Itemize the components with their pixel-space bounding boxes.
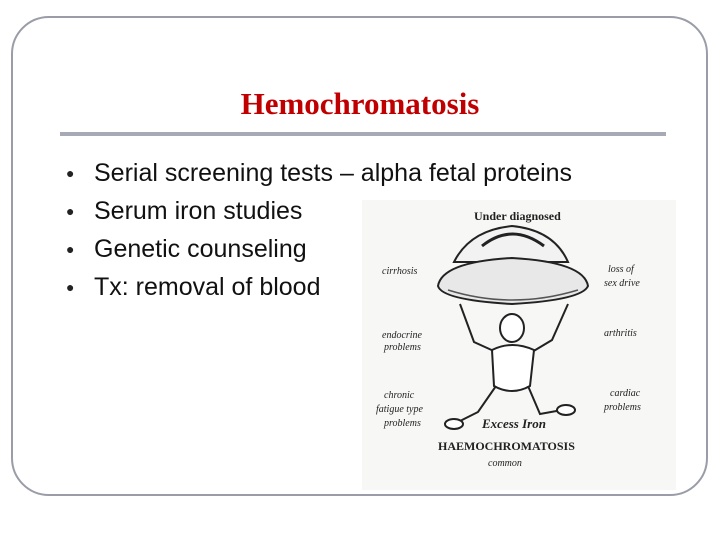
hemochromatosis-illustration bbox=[362, 200, 676, 490]
loss-of-label: loss of bbox=[608, 264, 634, 275]
bullet-dot-icon: ● bbox=[66, 241, 75, 257]
slide-title: Hemochromatosis bbox=[240, 86, 480, 121]
endocrine-problems-label: problems bbox=[384, 342, 421, 353]
haemochromatosis-caption: HAEMOCHROMATOSIS bbox=[438, 439, 575, 453]
cirrhosis-label: cirrhosis bbox=[382, 266, 418, 277]
common-label: common bbox=[488, 458, 522, 469]
bullet-text: Genetic counseling bbox=[94, 234, 307, 263]
bullet-text: Serial screening tests – alpha fetal proteins bbox=[94, 158, 573, 187]
iron-weight-icon bbox=[438, 226, 588, 304]
bullet-dot-icon: ● bbox=[66, 165, 75, 181]
endocrine-label: endocrine bbox=[382, 330, 422, 341]
under-diagnosed-label: Under diagnosed bbox=[474, 209, 561, 223]
arthritis-label: arthritis bbox=[604, 328, 637, 339]
fatigue-type-label: fatigue type bbox=[376, 404, 423, 415]
title-divider bbox=[60, 132, 666, 136]
cardiac-label: cardiac bbox=[610, 388, 641, 399]
fatigue-problems-label: problems bbox=[384, 418, 421, 429]
bullet-item bbox=[66, 154, 572, 192]
strongman-figure bbox=[445, 304, 575, 429]
bullet-dot-icon: ● bbox=[66, 279, 75, 295]
chronic-label: chronic bbox=[384, 390, 415, 401]
excess-iron-label: Excess Iron bbox=[482, 416, 546, 431]
sex-drive-label: sex drive bbox=[604, 278, 640, 289]
bullet-text: Tx: removal of blood bbox=[94, 272, 321, 301]
bullet-text: Serum iron studies bbox=[94, 196, 303, 225]
illustration-svg bbox=[362, 200, 676, 490]
bullet-dot-icon: ● bbox=[66, 203, 75, 219]
cardiac-problems-label: problems bbox=[604, 402, 641, 413]
